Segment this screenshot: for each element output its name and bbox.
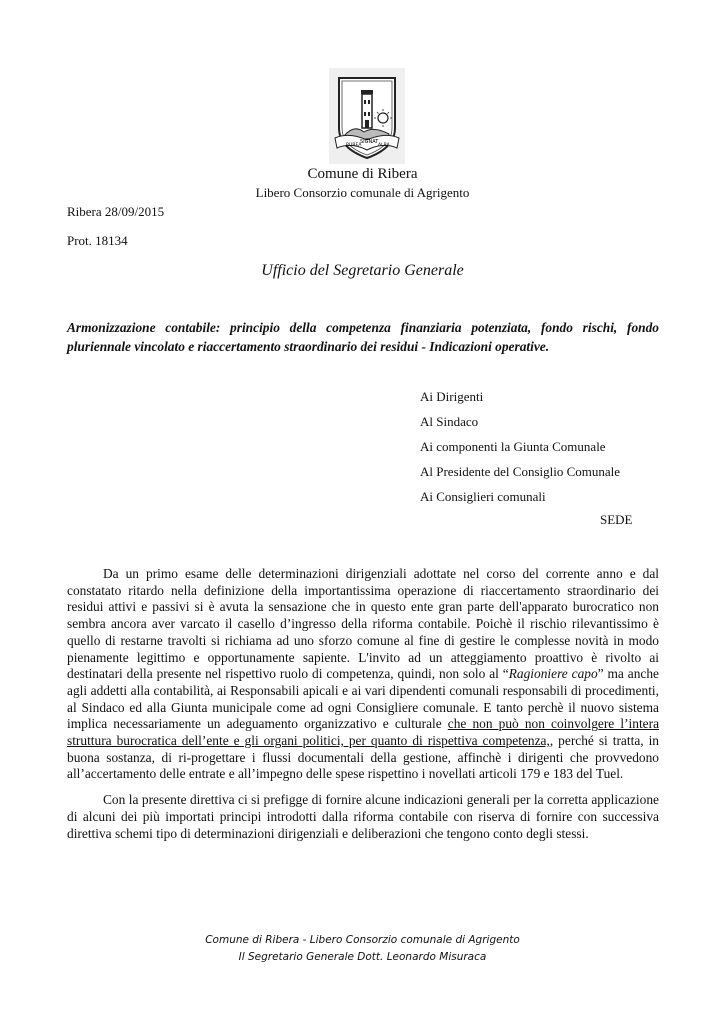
recipients-list xyxy=(420,384,660,509)
recipient-item: Ai componenti la Giunta Comunale xyxy=(420,439,606,454)
crest-motto: SIGNAT xyxy=(360,139,379,145)
entity-subtitle: Libero Consorzio comunale di Agrigento xyxy=(255,185,470,200)
letter-body xyxy=(67,566,659,851)
crest-motto-right: ALBA xyxy=(378,143,390,148)
recipient-item: Al Presidente del Consiglio Comunale xyxy=(420,464,621,479)
crest-motto-left: RUBEA xyxy=(346,143,362,148)
body-text: , perché si tratta, in buona sostanza, di ri-progettare i flussi documentali della gestione, affinchè i dirigenti che provvedono all’accertamento delle entrate e all’impegno delle spese rispettino i novellati articoli 179 e 183 del Tuel. xyxy=(67,733,660,782)
entity-name: Comune di Ribera xyxy=(307,166,418,182)
footer-line-2: Il Segretario Generale Dott. Leonardo Misuraca xyxy=(238,951,487,963)
office-title: Ufficio del Segretario Generale xyxy=(261,262,464,279)
recipient-item: Ai Consiglieri comunali xyxy=(420,489,546,504)
recipient-item: Ai Dirigenti xyxy=(420,389,484,404)
body-paragraph-2: Con la presente direttiva ci si prefigge di fornire alcune indicazioni generali per la corretta applicazione di alcuni dei più importati principi introdotti dalla riforma contabile con riserva di fornire con successiva direttiva schemi tipo di determinazioni dirigenziali e deliberazioni che tengono conto degli stessi. xyxy=(67,792,659,841)
crest-icon xyxy=(329,68,405,164)
coat-of-arms-crest xyxy=(329,68,405,164)
recipient-item: Al Sindaco xyxy=(420,414,479,429)
underlined-text: che non può non coinvolgere l’intera struttura burocratica dell’ente e gli organi politici, per quanto di rispettiva competenza, xyxy=(67,716,660,749)
body-italic-term: Ragioniere capo xyxy=(508,666,598,682)
protocol-number: Prot. 18134 xyxy=(67,233,128,248)
body-paragraph-1 xyxy=(67,566,659,783)
body-text: ” ma anche agli addetti alla contabilità, ai Responsabili apicali e ai vari dipendenti comunali responsabili di procedimenti, al Sindaco ed alla Giunta municipale come ad ogni Consigliere comunale. E tanto perchè il nuovo sistema implica necessariamente un adeguamento organizzativo e culturale xyxy=(67,666,659,732)
date-line: Ribera 28/09/2015 xyxy=(67,204,165,219)
page-footer xyxy=(0,932,725,966)
subject-line: Armonizzazione contabile: principio della competenza finanziaria potenziata, fondo rischi, fondo pluriennale vincolato e riaccertamento straordinario dei residui - Indicazioni operative. xyxy=(67,320,659,354)
footer-line-1: Comune di Ribera - Libero Consorzio comunale di Agrigento xyxy=(205,934,520,946)
body-text: Da un primo esame delle determinazioni dirigenziali adottate nel corso del corrente anno e dal constatato ritardo nella definizione della importantissima operazione di riaccertamento straordinario dei residui attivi e passivi si è avuta la sensazione che in questo ente gran parte dell'apparato burocratico non sembra ancora aver varcato il casello d’ingresso della riforma contabile. Poichè il rischio rilevantissimo è quello di restarne travolti si richiama ad uno sforzo comune al fine di gestire le complesse novità in modo pienamente legittimo e opportunamente sapiente. L'invito ad un atteggiamento proattivo è rivolto ai destinatari della presente nel rispettivo ruolo di competenza, quindi, non solo al “ xyxy=(67,566,659,682)
sede-label: SEDE xyxy=(600,512,633,527)
